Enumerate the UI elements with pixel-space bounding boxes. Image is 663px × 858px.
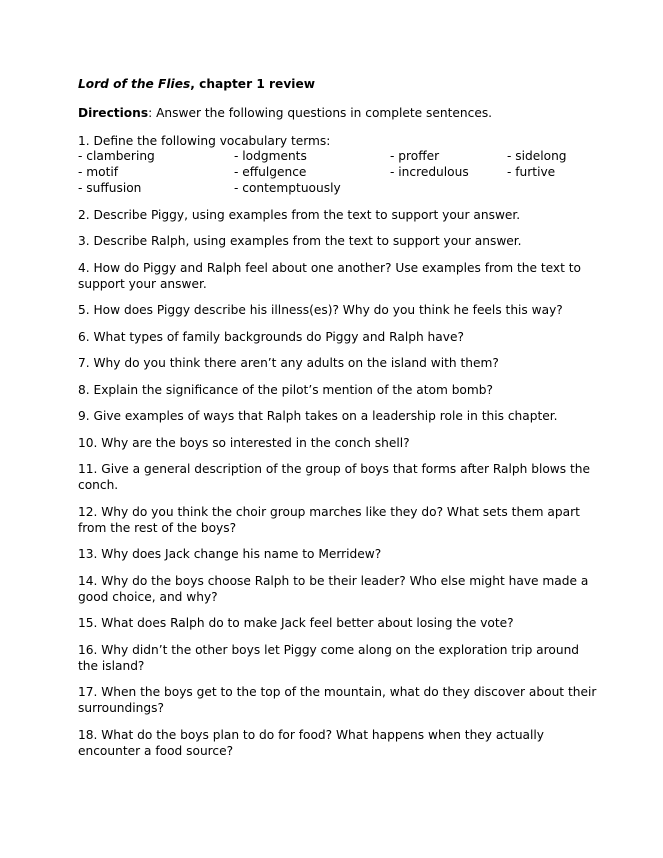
question-14: 14. Why do the boys choose Ralph to be their leader? Who else might have made a good choice, and why? xyxy=(78,573,589,604)
vocab-term: - lodgments xyxy=(234,149,307,163)
question-10: 10. Why are the boys so interested in the conch shell? xyxy=(78,435,410,450)
vocab-term: - furtive xyxy=(507,164,556,179)
question-7: 7. Why do you think there aren’t any adults on the island with them? xyxy=(78,356,499,371)
question-18: 18. What do the boys plan to do for food? What happens when they actually encounter a food source? xyxy=(78,727,545,758)
question-15: 15. What does Ralph do to make Jack feel better about losing the vote? xyxy=(78,616,514,631)
document-page xyxy=(78,76,598,759)
vocab-term: - proffer xyxy=(390,149,440,163)
title-suffix: , chapter 1 review xyxy=(190,77,315,91)
directions xyxy=(78,105,598,122)
directions-label: Directions xyxy=(78,106,149,120)
vocab-term: - incredulous xyxy=(390,164,469,179)
question-8: 8. Explain the significance of the pilot’s mention of the atom bomb? xyxy=(78,382,493,397)
directions-text: : Answer the following questions in complete sentences. xyxy=(148,106,493,120)
document-title xyxy=(78,76,598,93)
vocab-term: - clambering xyxy=(78,149,155,163)
vocabulary-list xyxy=(78,149,598,196)
question-2: 2. Describe Piggy, using examples from the text to support your answer. xyxy=(78,207,521,222)
question-6: 6. What types of family backgrounds do Piggy and Ralph have? xyxy=(78,329,464,344)
question-13: 13. Why does Jack change his name to Merridew? xyxy=(78,547,382,562)
question-9: 9. Give examples of ways that Ralph takes on a leadership role in this chapter. xyxy=(78,409,558,424)
vocab-term: - effulgence xyxy=(234,164,307,179)
question-16: 16. Why didn’t the other boys let Piggy come along on the exploration trip around the island? xyxy=(78,642,580,673)
question-4: 4. How do Piggy and Ralph feel about one another? Use examples from the text to support your answer. xyxy=(78,260,581,291)
question-1: 1. Define the following vocabulary terms: xyxy=(78,134,331,148)
question-3: 3. Describe Ralph, using examples from the text to support your answer. xyxy=(78,234,522,249)
vocab-term: - sidelong xyxy=(507,149,567,163)
question-12: 12. Why do you think the choir group marches like they do? What sets them apart from the rest of the boys? xyxy=(78,504,580,535)
question-11: 11. Give a general description of the group of boys that forms after Ralph blows the conch. xyxy=(78,462,590,493)
vocab-term: - contemptuously xyxy=(234,180,341,195)
vocab-term: - motif xyxy=(78,164,119,179)
vocab-term: - suffusion xyxy=(78,180,142,195)
question-17: 17. When the boys get to the top of the mountain, what do they discover about their surroundings? xyxy=(78,685,597,716)
question-5: 5. How does Piggy describe his illness(es)? Why do you think he feels this way? xyxy=(78,303,563,318)
book-title: Lord of the Flies xyxy=(78,77,191,91)
